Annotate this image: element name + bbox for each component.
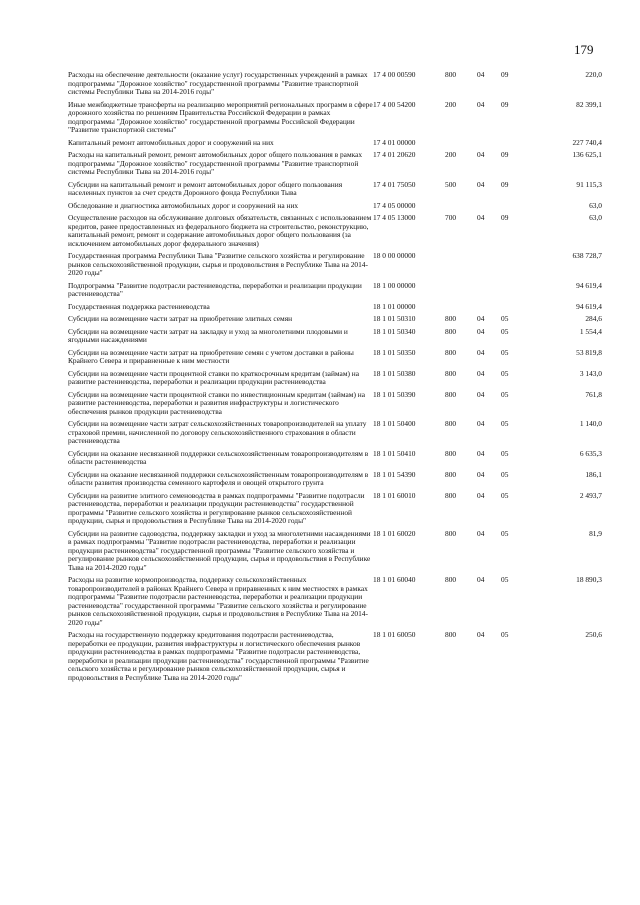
subsection-code: 05 (501, 419, 509, 428)
subsection-code: 05 (501, 448, 509, 458)
amount: 220,0 (585, 70, 602, 79)
expense-name: Субсидии на капитальный ремонт и ремонт автомобильных дорог общего пользования населенных пунктов за счет средств Дорожного фонда Республики Тыва (68, 179, 343, 197)
expense-name: Субсидии на оказание несвязанной поддержки сельскохозяйственным товаропроизводителям в области растениеводства (68, 448, 369, 466)
table-row (68, 100, 602, 138)
expense-name: Субсидии на возмещение части затрат на закладку и уход за многолетними плодовыми и ягодными насаждениями (68, 326, 348, 344)
expense-type-code (445, 138, 477, 151)
section-code: 04 (477, 347, 485, 357)
budget-table-body (68, 70, 602, 685)
expense-name: Иные межбюджетные трансферты на реализацию мероприятий региональных программ в сфере дорожного хозяйства по решениям Правительства Российской Федерации в рамках подпрограммы "Дорожное хозяйство" государственной программы Российской Федерации "Развитие транспортной системы" (68, 99, 373, 134)
expense-name: Обследование и диагностика автомобильных дорог и сооружений на них (68, 200, 299, 210)
target-article-code: 18 0 00 00000 (373, 251, 416, 260)
expense-type-code: 800 (445, 575, 457, 584)
subsection-code: 09 (501, 70, 509, 79)
target-article-code: 18 1 01 50380 (373, 368, 416, 378)
table-row (68, 302, 602, 315)
subsection-code (501, 251, 525, 281)
expense-type-code: 800 (445, 419, 457, 428)
subsection-code (501, 281, 525, 302)
subsection-code: 05 (501, 389, 509, 399)
subsection-code: 05 (501, 630, 509, 639)
table-row (68, 70, 602, 100)
target-article-code: 17 4 05 13000 (373, 213, 416, 222)
amount: 2 493,7 (579, 490, 602, 500)
expense-name: Субсидии на возмещение части затрат на приобретение элитных семян (68, 314, 293, 323)
amount: 761,8 (585, 389, 602, 399)
table-row (68, 529, 602, 576)
expense-type-code: 800 (445, 347, 457, 357)
amount: 6 635,3 (579, 448, 602, 458)
table-row (68, 630, 602, 685)
target-article-code: 18 1 01 00000 (373, 301, 416, 311)
subsection-code: 05 (501, 368, 509, 378)
amount: 136 625,1 (572, 150, 602, 159)
section-code: 04 (477, 70, 485, 79)
expense-type-code: 800 (445, 368, 457, 378)
subsection-code: 05 (501, 314, 509, 323)
expense-type-code: 800 (445, 326, 457, 336)
expense-type-code: 700 (445, 213, 457, 222)
section-code: 04 (477, 469, 485, 479)
target-article-code: 17 4 01 00000 (373, 137, 416, 147)
expense-name: Осуществление расходов на обслуживание долговых обязательств, связанных с использованием кредитов, ранее предоставленных из федерального бюджета на строительство, реконструкцию, капитальный ремонт, ремонт и содержание автомобильных дорог общего пользования (за исключением автомобильных дорог федерального значения) (68, 213, 372, 248)
section-code: 04 (477, 528, 485, 538)
table-row (68, 213, 602, 251)
subsection-code: 09 (501, 213, 509, 222)
table-row (68, 201, 602, 214)
expense-type-code (445, 201, 477, 214)
expense-name: Расходы на развитие кормопроизводства, поддержку сельскохозяйственных товаропроизводителей в районах Крайнего Севера и приравненных к ним местностях в рамках подпрограммы "Развитие подотрасли растениеводства, переработки и реализации продукции растениеводства" государственной программы "Развитие сельского хозяйства и регулирование рынков сельскохозяйственной продукции, сырья и продовольствия в Республике Тыва на 2014-2020 годы" (68, 575, 368, 627)
target-article-code: 18 1 01 50410 (373, 448, 416, 458)
amount: 91 115,3 (576, 179, 602, 189)
expense-name: Субсидии на возмещение части затрат на приобретение семян с учетом доставки в районы Крайнего Севера и приравненные к ним местности (68, 347, 354, 365)
section-code (477, 251, 501, 281)
subsection-code: 09 (501, 150, 509, 159)
expense-type-code: 800 (445, 314, 457, 323)
amount: 18 890,3 (576, 575, 602, 584)
amount: 63,0 (589, 213, 602, 222)
expense-name: Субсидии на возмещение части процентной ставки по инвестиционным кредитам (займам) на развитие растениеводства, переработки и развития инфраструктуры и логистического обеспечения рынков продукции растениеводства (68, 389, 365, 416)
section-code: 04 (477, 314, 485, 323)
subsection-code: 05 (501, 528, 509, 538)
expense-type-code (445, 251, 477, 281)
amount: 53 819,8 (576, 347, 602, 357)
table-row (68, 180, 602, 201)
section-code (477, 302, 501, 315)
amount: 284,6 (585, 314, 602, 323)
expense-name: Государственная поддержка растениеводства (68, 301, 210, 311)
subsection-code: 05 (501, 469, 509, 479)
amount: 1 140,0 (579, 419, 602, 428)
amount: 227 740,4 (572, 137, 602, 147)
table-row (68, 138, 602, 151)
amount: 638 728,7 (572, 251, 602, 260)
section-code: 04 (477, 490, 485, 500)
table-row (68, 314, 602, 327)
section-code: 04 (477, 448, 485, 458)
amount: 1 554,4 (579, 326, 602, 336)
subsection-code: 05 (501, 326, 509, 336)
table-row (68, 419, 602, 449)
amount: 82 399,1 (576, 99, 602, 109)
target-article-code: 18 1 01 50390 (373, 389, 416, 399)
table-row (68, 150, 602, 180)
section-code: 04 (477, 179, 485, 189)
expense-type-code: 200 (445, 150, 457, 159)
table-row (68, 281, 602, 302)
expense-name: Расходы на капитальный ремонт, ремонт автомобильных дорог общего пользования в рамках подпрограммы "Дорожное хозяйство" государственной программы "Развитие транспортной системы Республики Тыва на 2014-2016 годы" (68, 150, 363, 176)
section-code (477, 281, 501, 302)
expense-type-code: 800 (445, 490, 457, 500)
target-article-code: 18 1 00 00000 (373, 280, 416, 290)
section-code: 04 (477, 419, 485, 428)
target-article-code: 18 1 01 50350 (373, 347, 416, 357)
target-article-code: 17 4 00 00590 (373, 70, 416, 79)
amount: 186,1 (585, 469, 602, 479)
section-code: 04 (477, 389, 485, 399)
table-row (68, 327, 602, 348)
amount: 63,0 (589, 200, 602, 210)
subsection-code: 05 (501, 575, 509, 584)
page-number: 179 (574, 42, 594, 57)
subsection-code: 09 (501, 179, 509, 189)
expense-type-code: 800 (445, 389, 457, 399)
table-row (68, 251, 602, 281)
target-article-code: 17 4 01 75050 (373, 179, 416, 189)
amount: 81,9 (589, 528, 602, 538)
expense-name: Расходы на обеспечение деятельности (оказание услуг) государственных учреждений в рамках подпрограммы "Дорожное хозяйство" государственной программы "Развитие транспортной системы Республики Тыва на 2014-2016 годы" (68, 70, 368, 96)
subsection-code: 09 (501, 99, 509, 109)
section-code: 04 (477, 150, 485, 159)
expense-type-code (445, 281, 477, 302)
section-code: 04 (477, 213, 485, 222)
expense-type-code: 800 (445, 70, 457, 79)
section-code: 04 (477, 575, 485, 584)
amount: 94 619,4 (576, 301, 602, 311)
expense-type-code: 200 (445, 99, 457, 109)
subsection-code (501, 302, 525, 315)
expense-name: Субсидии на развитие садоводства, поддержку закладки и уход за многолетними насаждениями в рамках подпрограммы "Развитие подотрасли растениеводства, переработки и реализации продукции растениеводства" государственной программы "Развитие сельского хозяйства и регулирование рынков сельскохозяйственной продукции, сырья и продовольствия в Республике Тыва на 2014-2020 годы" (68, 528, 371, 572)
table-row (68, 491, 602, 529)
amount: 94 619,4 (576, 280, 602, 290)
amount: 3 143,0 (579, 368, 602, 378)
expense-type-code: 800 (445, 528, 457, 538)
table-row (68, 470, 602, 491)
table-row (68, 449, 602, 470)
target-article-code: 18 1 01 54390 (373, 469, 416, 479)
subsection-code (501, 138, 525, 151)
expense-name: Субсидии на оказание несвязанной поддержки сельскохозяйственным товаропроизводителям в области развития производства семенного картофеля и овощей открытого грунта (68, 469, 369, 487)
amount: 250,6 (585, 630, 602, 639)
expense-name: Субсидии на развитие элитного семеноводства в рамках подпрограммы "Развитие подотрасли растениеводства, переработки и реализации продукции растениеводства" государственной программы "Развитие сельского хозяйства и регулирование рынков сельскохозяйственной продукции, сырья и продовольствия в Республике Тыва на 2014-2020 годы" (68, 490, 365, 525)
expense-type-code: 800 (445, 448, 457, 458)
target-article-code: 18 1 01 60010 (373, 490, 416, 500)
target-article-code: 18 1 01 60040 (373, 575, 416, 584)
budget-table (68, 70, 602, 685)
expense-type-code: 500 (445, 179, 457, 189)
expense-type-code: 800 (445, 469, 457, 479)
table-row (68, 369, 602, 390)
target-article-code: 18 1 01 50400 (373, 419, 416, 428)
target-article-code: 17 4 00 54200 (373, 99, 416, 109)
table-row (68, 348, 602, 369)
target-article-code: 17 4 05 00000 (373, 200, 416, 210)
section-code: 04 (477, 326, 485, 336)
expense-name: Субсидии на возмещение части затрат сельскохозяйственных товаропроизводителей на уплату страховой премии, начисленной по договору сельскохозяйственного страхования в области растениеводства (68, 419, 367, 445)
subsection-code: 05 (501, 347, 509, 357)
table-row (68, 390, 602, 420)
section-code (477, 138, 501, 151)
expense-name: Подпрограмма "Развитие подотрасли растениеводства, переработки и реализации продукции растениеводства" (68, 280, 362, 298)
expense-type-code: 800 (445, 630, 457, 639)
table-row (68, 575, 602, 630)
section-code: 04 (477, 99, 485, 109)
section-code: 04 (477, 368, 485, 378)
subsection-code: 05 (501, 490, 509, 500)
target-article-code: 18 1 01 60050 (373, 630, 416, 639)
expense-name: Капитальный ремонт автомобильных дорог и сооружений на них (68, 137, 274, 147)
expense-name: Расходы на государственную поддержку кредитования подотрасли растениеводства, переработки ее продукции, развития инфраструктуры и логистического обеспечения рынков продукции растениеводства в рамках подпрограммы "Развитие подотрасли растениеводства, переработки и реализации продукции растениеводства" государственной программы "Развитие сельского хозяйства и регулирование рынков сельскохозяйственной продукции, сырья и продовольствия в Республике Тыва на 2014-2020 годы" (68, 630, 369, 682)
subsection-code (501, 201, 525, 214)
target-article-code: 18 1 01 50340 (373, 326, 416, 336)
target-article-code: 17 4 01 20620 (373, 150, 416, 159)
section-code: 04 (477, 630, 485, 639)
expense-name: Государственная программа Республики Тыва "Развитие сельского хозяйства и регулирование рынков сельскохозяйственной продукции, сырья и продовольствия в Республике Тыва на 2014-2020 годы" (68, 251, 368, 277)
section-code (477, 201, 501, 214)
expense-name: Субсидии на возмещение части процентной ставки по краткосрочным кредитам (займам) на развитие растениеводства, переработки и реализации продукции растениеводства (68, 368, 360, 386)
expense-type-code (445, 302, 477, 315)
target-article-code: 18 1 01 50310 (373, 314, 416, 323)
target-article-code: 18 1 01 60020 (373, 528, 416, 538)
